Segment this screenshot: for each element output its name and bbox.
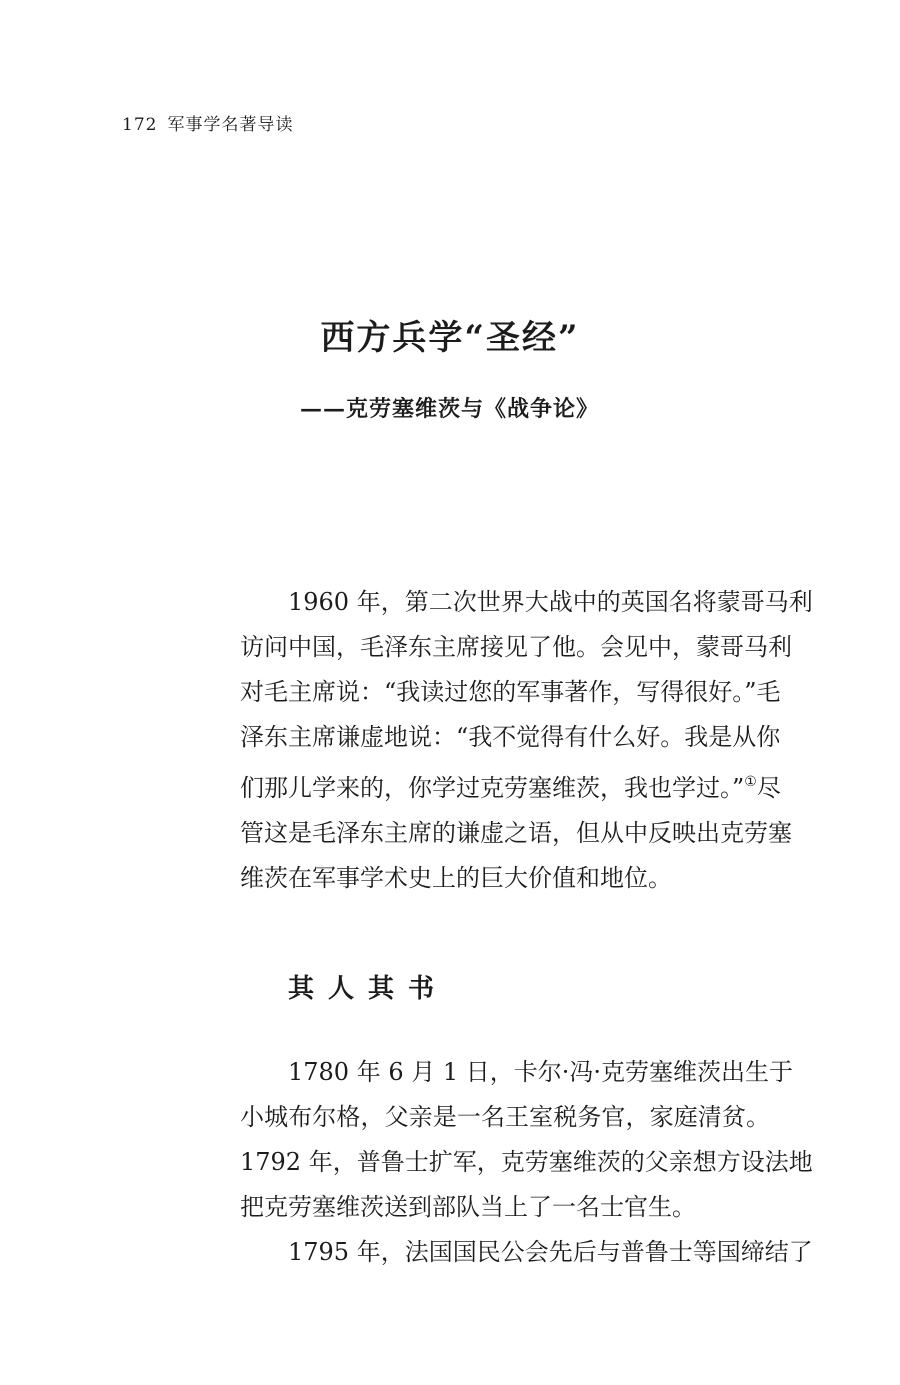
chapter-title: 西方兵学“圣经”: [320, 318, 580, 358]
text-line: 管这是毛泽东主席的谦虚之语，但从中反映出克劳塞: [240, 819, 792, 847]
footnote-mark: ①: [744, 774, 757, 790]
section-heading: 其人其书: [288, 974, 449, 1004]
text-line: 维茨在军事学术史上的巨大价值和地位。: [240, 864, 672, 892]
text-line: 1792 年，普鲁士扩军，克劳塞维茨的父亲想方设法地: [240, 1148, 813, 1176]
text-line: 对毛主席说：“我读过您的军事著作，写得很好。”毛: [240, 678, 781, 706]
text-line-tail: 尽: [756, 774, 781, 802]
text-line: 1960 年，第二次世界大战中的英国名将蒙哥马利: [288, 588, 813, 616]
text-line: 把克劳塞维茨送到部队当上了一名士官生。: [240, 1193, 696, 1221]
running-header: [122, 110, 293, 135]
text-line: 小城布尔格，父亲是一名王室税务官，家庭清贫。: [240, 1103, 770, 1131]
text-line: 1795 年，法国国民公会先后与普鲁士等国缔结了: [288, 1238, 813, 1266]
text-line-with-footnote: [240, 760, 781, 811]
bio-paragraph-2: [240, 1230, 813, 1275]
chapter-subtitle: ——克劳塞维茨与《战争论》: [300, 396, 600, 422]
intro-paragraph: [240, 580, 813, 901]
text-line: 1780 年 6 月 1 日，卡尔·冯·克劳塞维茨出生于: [288, 1058, 794, 1086]
page-number: 172: [122, 115, 158, 135]
bio-paragraph-1: [240, 1050, 813, 1230]
text-line: 访问中国，毛泽东主席接见了他。会见中，蒙哥马利: [240, 633, 792, 661]
book-title: 军事学名著导读: [167, 115, 294, 135]
text-line: 泽东主席谦虚地说：“我不觉得有什么好。我是从你: [240, 723, 781, 751]
text-line-body: 们那儿学来的，你学过克劳塞维茨，我也学过。”: [240, 774, 745, 802]
